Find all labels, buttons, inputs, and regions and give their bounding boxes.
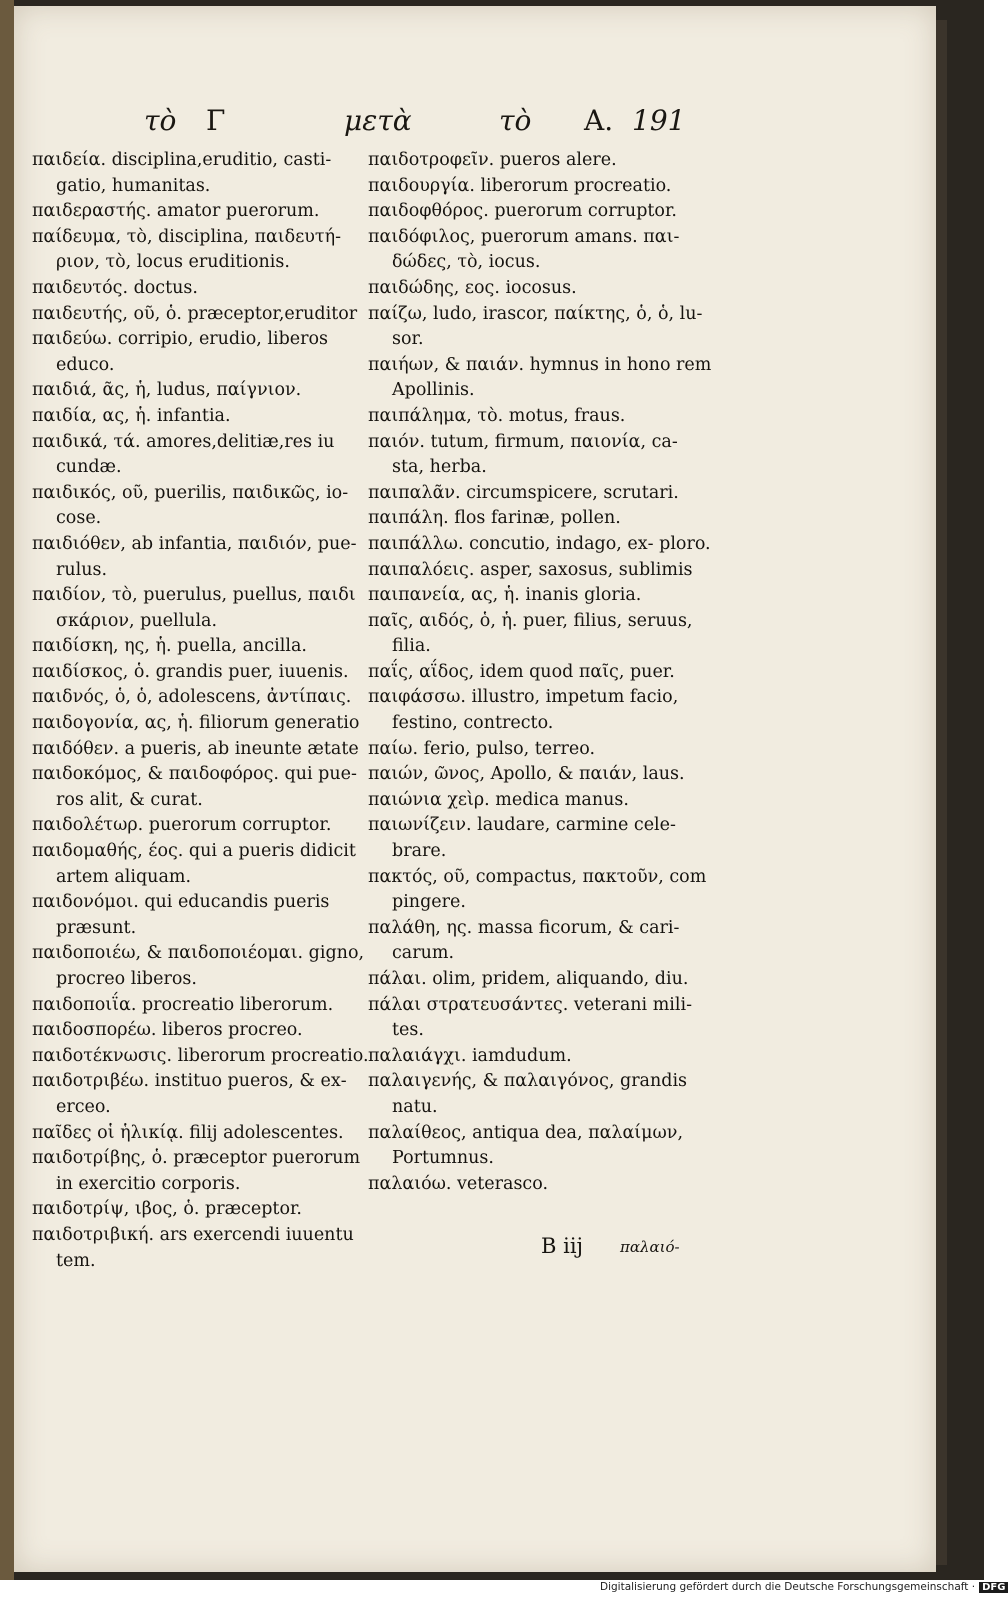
dictionary-entry: παιπαλόεις. asper, saxosus, sublimis — [368, 559, 693, 580]
header-word: Α. — [584, 104, 614, 137]
page-number: 191 — [632, 104, 686, 137]
book-gutter — [0, 0, 14, 1580]
dictionary-entry: παιδοποιέω, & παιδοποιέομαι. gigno, procreo liberos. — [32, 943, 365, 989]
dictionary-entry: παιδομαθής, έος. qui a pueris didicit artem aliquam. — [32, 841, 356, 887]
dictionary-entry: παιδευτής, οῦ, ὁ. præceptor,eruditor — [32, 303, 358, 324]
book-page — [14, 6, 936, 1572]
dictionary-entry: παιδευτός. doctus. — [32, 277, 198, 298]
dfg-logo: DFG — [979, 1582, 1008, 1593]
running-header — [14, 104, 936, 144]
header-word: τὸ — [144, 104, 177, 137]
dictionary-entry: παιδικά, τά. amores,delitiæ,res iu cundæ. — [32, 431, 335, 478]
footer-credit — [600, 1581, 1006, 1599]
dictionary-entry: παιδνός, ὁ, ὁ, adolescens, ἀντίπαις. — [32, 687, 352, 708]
dictionary-entry: παιδοσπορέω. liberos procreo. — [32, 1020, 303, 1041]
dictionary-entry: παιπάλημα, τὸ. motus, fraus. — [368, 405, 626, 426]
dictionary-entry: πακτός, οῦ, compactus, πακτοῦν, com pingere. — [368, 866, 707, 913]
dictionary-entry: παιδοτριβέω. instituo pueros, & ex‐ erceo. — [32, 1071, 347, 1117]
dictionary-entry: παιδόθεν. a pueris, ab ineunte ætate — [32, 738, 359, 759]
dictionary-entry: παιδίσκη, ης, ἡ. puella, ancilla. — [32, 636, 307, 657]
dictionary-entry: παιδογονία, ας, ἡ. filiorum generatio — [32, 713, 360, 734]
dictionary-entry: παιπανεία, ας, ἡ. inanis gloria. — [368, 585, 642, 606]
dictionary-entry: παίζω, ludo, irascor, παίκτης, ὁ, ὁ, lu‐ sor. — [368, 303, 703, 350]
dictionary-entry: παλάθη, ης. massa ficorum, & cari‐ carum. — [368, 917, 680, 964]
dictionary-entry: πάλαι στρατευσάντες. veterani mili‐ tes. — [368, 994, 693, 1041]
footer-text: Digitalisierung gefördert durch die Deutsche Forschungsgemeinschaft · — [600, 1581, 976, 1593]
dictionary-entry: παλαιάγχι. iamdudum. — [368, 1045, 572, 1066]
dictionary-entry: παιδοκόμος, & παιδοφόρος. qui pue‐ ros alit, & curat. — [32, 764, 357, 810]
dictionary-entry: παιδόφιλος, puerorum amans. παι‐ δώδες, τὸ, iocus. — [368, 226, 680, 273]
dictionary-entry: παιδουργία. liberorum procreatio. — [368, 175, 672, 196]
dictionary-entry: παιωνίζειν. laudare, carmine cele‐ brare. — [368, 815, 676, 862]
page-edge — [935, 20, 947, 1565]
dictionary-entry: παιδώδης, εος. iocosus. — [368, 277, 577, 298]
header-word: μετὰ — [344, 104, 412, 137]
dictionary-entry: πάλαι. olim, pridem, aliquando, diu. — [368, 969, 689, 989]
dictionary-entry: παλαιόω. veterasco. — [368, 1173, 549, 1194]
dictionary-entry: παιδεία. disciplina,eruditio, casti‐ gatio, humanitas. — [32, 150, 332, 196]
dictionary-entry: παλαιγενής, & παλαιγόνος, grandis natu. — [368, 1071, 688, 1117]
dictionary-entry: παιώνια χεὶρ. medica manus. — [368, 789, 629, 810]
dictionary-entry: παιδοτρίψ, ιβος, ὁ. præceptor. — [32, 1199, 302, 1220]
dictionary-entry: παιδικός, οῦ, puerilis, παιδικῶς, io‐ cose. — [32, 482, 349, 529]
signature-mark: B iij — [541, 1234, 584, 1258]
dictionary-entry: παιδεραστής. amator puerorum. — [32, 201, 320, 222]
dictionary-entry: παιπάλλω. concutio, indago, ex‐ ploro. — [368, 533, 711, 554]
right-column — [368, 148, 713, 1197]
dictionary-entry: παῖδες οἱ ἡλικίᾳ. filij adolescentes. — [32, 1122, 344, 1143]
dictionary-entry: παιδιόθεν, ab infantia, παιδιόν, pue‐ rulus. — [32, 533, 357, 580]
dictionary-entry: παιδοτέκνωσις. liberorum procreatio. — [32, 1045, 369, 1066]
dictionary-entry: παιδοφθόρος. puerorum corruptor. — [368, 201, 677, 222]
dictionary-entry: παιδία, ας, ἡ. infantia. — [32, 405, 231, 426]
dictionary-entry: παΐς, αΐδος, idem quod παῖς, puer. — [368, 661, 675, 682]
dictionary-entry: παιφάσσω. illustro, impetum facio, festino, contrecto. — [368, 687, 679, 734]
dictionary-entry: παίω. ferio, pulso, terreo. — [368, 738, 596, 759]
dictionary-entry: παιπάλη. flos farinæ, pollen. — [368, 508, 621, 529]
dictionary-entry: παιπαλᾶν. circumspicere, scrutari. — [368, 482, 679, 503]
dictionary-entry: παιδίσκος, ὁ. grandis puer, iuuenis. — [32, 661, 349, 682]
catchword: παλαιό‐ — [620, 1238, 680, 1256]
dictionary-entry: παιήων, & παιάν. hymnus in hono rem Apollinis. — [368, 354, 712, 401]
dictionary-entry: παιδοτροφεῖν. pueros alere. — [368, 150, 617, 170]
dictionary-entry: παιδολέτωρ. puerorum corruptor. — [32, 815, 332, 836]
dictionary-entry: παιδίον, τὸ, puerulus, puellus, παιδι σκάριον, puellula. — [32, 585, 356, 631]
dictionary-entry: παιδοτριβική. ars exercendi iuuentu tem. — [32, 1224, 354, 1271]
dictionary-entry: παιών, ῶνος, Apollo, & παιάν, laus. — [368, 764, 685, 785]
header-word: Γ — [206, 104, 226, 137]
dictionary-entry: παιδεύω. corripio, erudio, liberos educo. — [32, 329, 329, 375]
header-word: τὸ — [499, 104, 532, 137]
dictionary-entry: παίδευμα, τὸ, disciplina, παιδευτή‐ ριον, τὸ, locus eruditionis. — [32, 226, 341, 273]
left-column — [32, 148, 377, 1274]
dictionary-entry: παλαίθεος, antiqua dea, παλαίμων, Portumnus. — [368, 1122, 684, 1169]
dictionary-entry: παιδονόμοι. qui educandis pueris præsunt. — [32, 892, 330, 938]
dictionary-entry: παιδοποιΐα. procreatio liberorum. — [32, 994, 334, 1015]
dictionary-entry: παιδοτρίβης, ὁ. præceptor puerorum in exercitio corporis. — [32, 1148, 361, 1194]
dictionary-entry: παῖς, αιδός, ὁ, ἡ. puer, filius, seruus, filia. — [368, 610, 693, 657]
dictionary-entry: παιόν. tutum, firmum, παιονία, ca‐ sta, herba. — [368, 431, 678, 478]
dictionary-entry: παιδιά, ᾶς, ἡ, ludus, παίγνιον. — [32, 380, 302, 401]
